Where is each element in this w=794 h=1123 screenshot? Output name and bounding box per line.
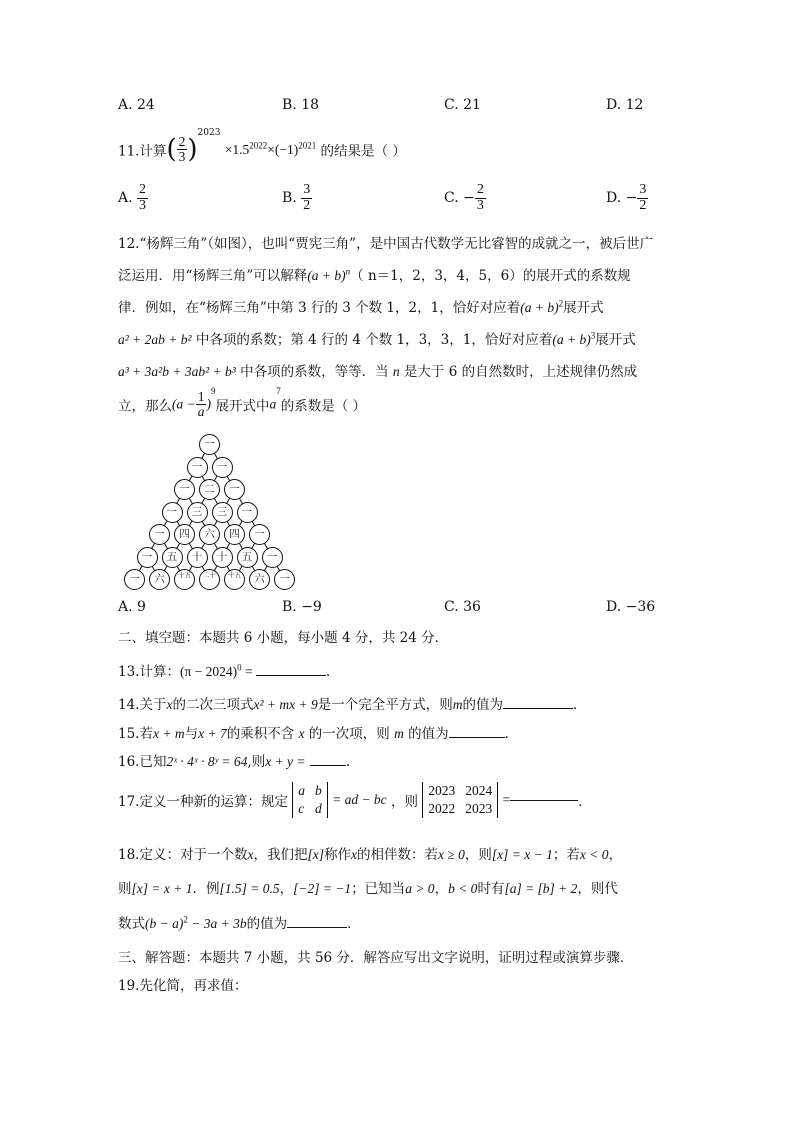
q12-line-4: a² + 2ab + b² 中各项的系数；第 4 行的 4 个数 1，3，3，1，恰好对应着$(a + b)^3$展开式 — [118, 330, 636, 348]
q10-option-b: B. 18 — [282, 97, 320, 113]
triangle-number-r4-c1: 一 — [162, 502, 183, 523]
q12-line-2: 泛运用．用“杨辉三角”可以解释$(a + b)^n$（ n＝1，2，3，4，5，6）的展开式的系数规 — [118, 266, 631, 284]
triangle-number-r7-c3: 十五 — [174, 569, 195, 590]
q11-option-c: C. − $\frac{2}{3}$ — [444, 182, 484, 213]
triangle-number-r7-c2: 六 — [149, 569, 170, 590]
q12-option-b: B. −9 — [282, 599, 322, 615]
triangle-number-r5-c1: 一 — [149, 524, 170, 545]
triangle-number-r3-c2: 二 — [199, 479, 220, 500]
question-14: 14.关于x的二次三项式x² + mx + 9是一个完全平方式，则m的值为 ． — [118, 697, 587, 713]
q10-option-a: A. 24 — [118, 97, 155, 113]
q14-answer-blank[interactable] — [503, 708, 573, 709]
triangle-number-r6-c2: 五 — [162, 547, 183, 568]
q11-option-d: D. − $\frac{3}{2}$ — [606, 182, 647, 213]
triangle-number-r6-c3: 十 — [187, 547, 208, 568]
triangle-number-r7-c5: 十五 — [224, 569, 245, 590]
q17-determinant-numbers: 2023 2024 2022 2023 — [422, 782, 498, 818]
q12-line-3: 律．例如，在“杨辉三角”中第 3 行的 3 个数 1，2，1，恰好对应着$(a + b)^2$展开式 — [118, 298, 604, 316]
triangle-number-r3-c1: 一 — [174, 479, 195, 500]
triangle-number-r5-c3: 六 — [199, 524, 220, 545]
q18-line-3: 数式$(b - a)^2 - 3a + 3b$的值为 ． — [118, 914, 361, 932]
q11-option-a: A. $\frac{2}{3}$ — [118, 182, 147, 213]
question-16: 16.已知2ˣ · 4ˣ · 8ʸ = 64,则x + y = . — [118, 754, 351, 770]
triangle-number-r4-c3: 三 — [212, 502, 233, 523]
q12-option-c: C. 36 — [444, 599, 481, 615]
q12-line-6: 立，那么(a − $\frac{1}{a}$ )$^9$展开式中$a^7$的系数是（ ） — [118, 386, 367, 419]
q13-answer-blank[interactable] — [256, 675, 326, 676]
question-17: 17.定义一种新的运算：规定 a b c d = ad − bc ，则 2023 2024 2022 2023 = ． — [118, 782, 592, 818]
q12-line-1: 12.“杨辉三角”（如图），也叫“贾宪三角”，是中国古代数学无比睿智的成就之一，被后世广 — [118, 236, 654, 252]
q16-answer-blank[interactable] — [310, 765, 346, 766]
triangle-number-r6-c1: 一 — [137, 547, 158, 568]
q17-determinant-abcd: a b c d — [292, 782, 328, 818]
q11-base-fraction: $\frac{2}{3}$ — [178, 133, 186, 164]
q18-line-1: 18.定义：对于一个数x，我们把[x]称作x的相伴数：若x ≥ 0，则[x] = x − 1；若x < 0， — [118, 847, 622, 863]
triangle-number-r5-c2: 四 — [174, 524, 195, 545]
triangle-number-r4-c4: 一 — [237, 502, 258, 523]
triangle-number-r2-c2: 一 — [212, 457, 233, 478]
q15-answer-blank[interactable] — [449, 737, 505, 738]
triangle-number-r6-c4: 十 — [212, 547, 233, 568]
yang-hui-triangle — [115, 432, 295, 592]
question-15: 15.若x + m与x + 7的乘积不含 x 的一次项，则 m 的值为 ． — [118, 726, 519, 742]
triangle-number-r6-c6: 一 — [262, 547, 283, 568]
triangle-number-r3-c3: 一 — [224, 479, 245, 500]
q11-option-b: B. $\frac{3}{2}$ — [282, 182, 311, 213]
triangle-number-r7-c6: 六 — [249, 569, 270, 590]
triangle-number-r5-c4: 四 — [224, 524, 245, 545]
triangle-number-r4-c2: 三 — [187, 502, 208, 523]
question-19: 19.先化简，再求值： — [118, 978, 248, 994]
q17-answer-blank[interactable] — [510, 800, 578, 801]
q12-option-a: A. 9 — [118, 599, 146, 615]
q12-line-5: a³ + 3a²b + 3ab² + b³ 中各项的系数，等等．当 n 是大于 6 的自然数时，上述规律仍然成 — [118, 364, 638, 380]
section-3-heading: 三、解答题：本题共 7 小题，共 56 分．解答应写出文字说明，证明过程或演算步骤． — [118, 950, 634, 966]
q12-option-d: D. −36 — [606, 599, 656, 615]
triangle-number-r2-c1: 一 — [187, 457, 208, 478]
q18-answer-blank[interactable] — [287, 927, 347, 928]
section-2-heading: 二、填空题：本题共 6 小题，每小题 4 分，共 24 分． — [118, 630, 449, 646]
q10-option-c: C. 21 — [444, 97, 481, 113]
triangle-number-r7-c1: 一 — [124, 569, 145, 590]
triangle-number-r5-c5: 一 — [249, 524, 270, 545]
triangle-number-r1-c1: 一 — [199, 434, 220, 455]
question-11: 11.计算( $\frac{2}{3}$ )$^{2023} \times 1.5^{2022}\times(-1)^{2021}$ 的结果是（ ） — [118, 128, 406, 165]
q10-option-d: D. 12 — [606, 97, 644, 113]
question-13: 13.计算：$(\pi - 2024)^0$ = ． — [118, 662, 340, 680]
triangle-number-r7-c4: 二十 — [199, 569, 220, 590]
triangle-number-r6-c5: 五 — [237, 547, 258, 568]
triangle-number-r7-c7: 一 — [274, 569, 295, 590]
q11-prefix: 11.计算 — [118, 143, 167, 160]
q18-line-2: 则[x] = x + 1．例[1.5] = 0.5，[−2] = −1；已知当a > 0，b < 0时有[a] = [b] + 2，则代 — [118, 881, 618, 897]
